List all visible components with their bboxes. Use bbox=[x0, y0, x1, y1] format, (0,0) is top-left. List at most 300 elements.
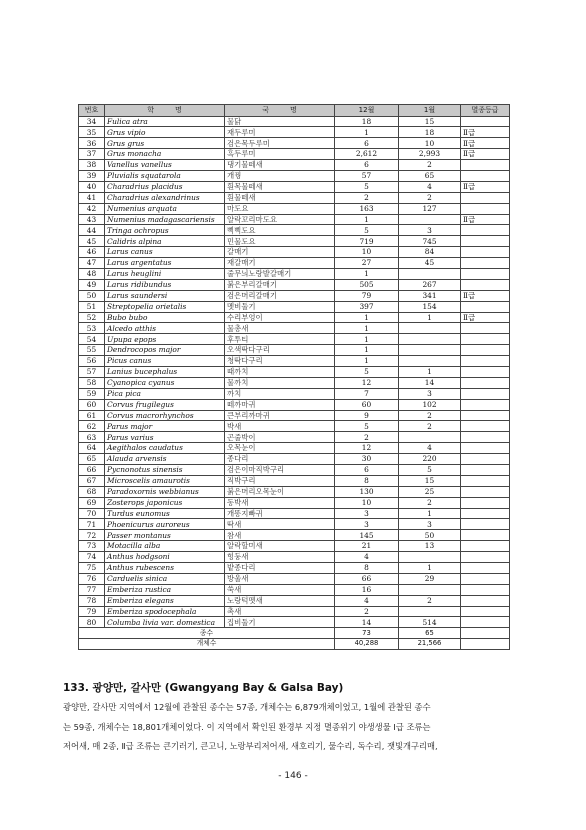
table-row bbox=[79, 214, 510, 225]
january-count: 13 bbox=[399, 541, 461, 552]
scientific-name: Larus saundersi bbox=[105, 290, 225, 301]
korean-name: 물총새 bbox=[225, 323, 335, 334]
january-count: 102 bbox=[399, 399, 461, 410]
korean-name: 재갈매기 bbox=[225, 258, 335, 269]
korean-name: 힝둥새 bbox=[225, 552, 335, 563]
row-number: 62 bbox=[79, 421, 105, 432]
korean-name: 까치 bbox=[225, 388, 335, 399]
korean-name: 오목눈이 bbox=[225, 443, 335, 454]
january-count: 2 bbox=[399, 595, 461, 606]
december-count: 3 bbox=[335, 519, 399, 530]
december-count: 1 bbox=[335, 214, 399, 225]
december-count: 1 bbox=[335, 345, 399, 356]
december-count: 30 bbox=[335, 454, 399, 465]
korean-name: 개꿩 bbox=[225, 170, 335, 181]
bird-survey-table bbox=[78, 104, 510, 650]
scientific-name: Numenius madagascariensis bbox=[105, 214, 225, 225]
table-row bbox=[79, 323, 510, 334]
scientific-name: Anthus hodgsoni bbox=[105, 552, 225, 563]
korean-name: 떼까마귀 bbox=[225, 399, 335, 410]
january-count bbox=[399, 214, 461, 225]
korean-name: 수리부엉이 bbox=[225, 312, 335, 323]
scientific-name: Carduelis sinica bbox=[105, 573, 225, 584]
december-count: 2 bbox=[335, 606, 399, 617]
row-number: 56 bbox=[79, 356, 105, 367]
header-scientific-name: 학 명 bbox=[105, 105, 225, 117]
korean-name: 때까치 bbox=[225, 366, 335, 377]
january-count: 25 bbox=[399, 486, 461, 497]
january-count: 220 bbox=[399, 454, 461, 465]
december-count: 27 bbox=[335, 258, 399, 269]
endangered-grade bbox=[461, 584, 510, 595]
endangered-grade bbox=[461, 247, 510, 258]
row-number: 41 bbox=[79, 192, 105, 203]
row-number: 53 bbox=[79, 323, 105, 334]
endangered-grade bbox=[461, 356, 510, 367]
row-number: 48 bbox=[79, 268, 105, 279]
korean-name: 노랑턱멧새 bbox=[225, 595, 335, 606]
scientific-name: Phoenicurus auroreus bbox=[105, 519, 225, 530]
january-count: 2,993 bbox=[399, 149, 461, 160]
january-count: 45 bbox=[399, 258, 461, 269]
table-body bbox=[79, 116, 510, 650]
row-number: 59 bbox=[79, 388, 105, 399]
january-count: 15 bbox=[399, 475, 461, 486]
scientific-name: Emberiza rustica bbox=[105, 584, 225, 595]
row-number: 52 bbox=[79, 312, 105, 323]
december-count: 16 bbox=[335, 584, 399, 595]
january-count: 1 bbox=[399, 312, 461, 323]
january-count bbox=[399, 552, 461, 563]
december-count: 145 bbox=[335, 530, 399, 541]
korean-name: 쑥새 bbox=[225, 584, 335, 595]
scientific-name: Alauda arvensis bbox=[105, 454, 225, 465]
endangered-grade bbox=[461, 475, 510, 486]
scientific-name: Grus grus bbox=[105, 138, 225, 149]
total-grade-empty bbox=[461, 639, 510, 650]
january-count bbox=[399, 584, 461, 595]
korean-name: 동박새 bbox=[225, 497, 335, 508]
table-row bbox=[79, 247, 510, 258]
paragraph-line: 저어새, 매 2종, Ⅱ급 조류는 큰기러기, 큰고니, 노랑부리저어새, 새호리기, 물수리, 독수리, 잿빛개구리매, bbox=[63, 741, 438, 751]
january-count bbox=[399, 606, 461, 617]
endangered-grade bbox=[461, 508, 510, 519]
korean-name: 붉은머리오목눈이 bbox=[225, 486, 335, 497]
december-count: 6 bbox=[335, 138, 399, 149]
january-count: 2 bbox=[399, 192, 461, 203]
endangered-grade bbox=[461, 258, 510, 269]
table-row bbox=[79, 410, 510, 421]
endangered-grade bbox=[461, 617, 510, 628]
december-count: 4 bbox=[335, 552, 399, 563]
december-count: 10 bbox=[335, 247, 399, 258]
row-number: 78 bbox=[79, 595, 105, 606]
endangered-grade bbox=[461, 486, 510, 497]
scientific-name: Tringa ochropus bbox=[105, 225, 225, 236]
january-count: 1 bbox=[399, 366, 461, 377]
table-row bbox=[79, 312, 510, 323]
scientific-name: Paradoxornis webbianus bbox=[105, 486, 225, 497]
endangered-grade bbox=[461, 563, 510, 574]
total-january: 21,566 bbox=[399, 639, 461, 650]
row-number: 42 bbox=[79, 203, 105, 214]
table-row bbox=[79, 475, 510, 486]
table-row bbox=[79, 606, 510, 617]
endangered-grade bbox=[461, 530, 510, 541]
endangered-grade bbox=[461, 454, 510, 465]
korean-name: 종다리 bbox=[225, 454, 335, 465]
scientific-name: Columba livia var. domestica bbox=[105, 617, 225, 628]
scientific-name: Anthus rubescens bbox=[105, 563, 225, 574]
korean-name: 멧비둘기 bbox=[225, 301, 335, 312]
endangered-grade bbox=[461, 519, 510, 530]
korean-name: 검은머리갈매기 bbox=[225, 290, 335, 301]
row-number: 75 bbox=[79, 563, 105, 574]
table-row bbox=[79, 279, 510, 290]
scientific-name: Lanius bucephalus bbox=[105, 366, 225, 377]
scientific-name: Passer montanus bbox=[105, 530, 225, 541]
table-row bbox=[79, 225, 510, 236]
row-number: 73 bbox=[79, 541, 105, 552]
table-row bbox=[79, 541, 510, 552]
endangered-grade bbox=[461, 497, 510, 508]
table-row bbox=[79, 138, 510, 149]
january-count: 4 bbox=[399, 443, 461, 454]
row-number: 54 bbox=[79, 334, 105, 345]
scientific-name: Fulica atra bbox=[105, 116, 225, 127]
endangered-grade bbox=[461, 541, 510, 552]
january-count bbox=[399, 334, 461, 345]
december-count: 2 bbox=[335, 192, 399, 203]
header-january: 1월 bbox=[399, 105, 461, 117]
row-number: 65 bbox=[79, 454, 105, 465]
january-count: 4 bbox=[399, 181, 461, 192]
january-count: 2 bbox=[399, 497, 461, 508]
korean-name: 오색딱다구리 bbox=[225, 345, 335, 356]
row-number: 79 bbox=[79, 606, 105, 617]
january-count: 514 bbox=[399, 617, 461, 628]
row-number: 58 bbox=[79, 377, 105, 388]
january-count bbox=[399, 345, 461, 356]
scientific-name: Turdus eunomus bbox=[105, 508, 225, 519]
january-count: 5 bbox=[399, 465, 461, 476]
table-row bbox=[79, 116, 510, 127]
scientific-name: Corvus frugilegus bbox=[105, 399, 225, 410]
total-grade-empty bbox=[461, 628, 510, 639]
table-row bbox=[79, 345, 510, 356]
january-count: 84 bbox=[399, 247, 461, 258]
korean-name: 댕기물떼새 bbox=[225, 160, 335, 171]
row-number: 72 bbox=[79, 530, 105, 541]
row-number: 67 bbox=[79, 475, 105, 486]
scientific-name: Upupa epops bbox=[105, 334, 225, 345]
december-count: 8 bbox=[335, 475, 399, 486]
december-count: 5 bbox=[335, 181, 399, 192]
january-count: 65 bbox=[399, 170, 461, 181]
table-row bbox=[79, 584, 510, 595]
january-count: 1 bbox=[399, 508, 461, 519]
scientific-name: Parus major bbox=[105, 421, 225, 432]
scientific-name: Corvus macrorhynchos bbox=[105, 410, 225, 421]
endangered-grade: Ⅱ급 bbox=[461, 138, 510, 149]
endangered-grade bbox=[461, 443, 510, 454]
scientific-name: Charadrius placidus bbox=[105, 181, 225, 192]
scientific-name: Larus ridibundus bbox=[105, 279, 225, 290]
endangered-grade: Ⅱ급 bbox=[461, 181, 510, 192]
endangered-grade bbox=[461, 160, 510, 171]
scientific-name: Grus monacha bbox=[105, 149, 225, 160]
total-row bbox=[79, 639, 510, 650]
row-number: 70 bbox=[79, 508, 105, 519]
korean-name: 딱새 bbox=[225, 519, 335, 530]
scientific-name: Streptopelia orietalis bbox=[105, 301, 225, 312]
row-number: 66 bbox=[79, 465, 105, 476]
endangered-grade bbox=[461, 301, 510, 312]
row-number: 50 bbox=[79, 290, 105, 301]
december-count: 9 bbox=[335, 410, 399, 421]
row-number: 38 bbox=[79, 160, 105, 171]
scientific-name: Dendrocopos major bbox=[105, 345, 225, 356]
endangered-grade bbox=[461, 377, 510, 388]
endangered-grade: Ⅱ급 bbox=[461, 312, 510, 323]
scientific-name: Microscelis amaurotis bbox=[105, 475, 225, 486]
january-count: 745 bbox=[399, 236, 461, 247]
december-count: 1 bbox=[335, 312, 399, 323]
endangered-grade bbox=[461, 606, 510, 617]
table-row bbox=[79, 301, 510, 312]
table-row bbox=[79, 160, 510, 171]
korean-name: 곤줄박이 bbox=[225, 432, 335, 443]
scientific-name: Emberiza spodocephala bbox=[105, 606, 225, 617]
row-number: 35 bbox=[79, 127, 105, 138]
scientific-name: Cyanopica cyanus bbox=[105, 377, 225, 388]
endangered-grade: Ⅱ급 bbox=[461, 149, 510, 160]
december-count: 7 bbox=[335, 388, 399, 399]
december-count: 719 bbox=[335, 236, 399, 247]
table-row bbox=[79, 149, 510, 160]
table-row bbox=[79, 236, 510, 247]
korean-name: 붉은부리갈매기 bbox=[225, 279, 335, 290]
january-count: 3 bbox=[399, 225, 461, 236]
header-december: 12월 bbox=[335, 105, 399, 117]
table-row bbox=[79, 465, 510, 476]
december-count: 4 bbox=[335, 595, 399, 606]
row-number: 60 bbox=[79, 399, 105, 410]
row-number: 45 bbox=[79, 236, 105, 247]
korean-name: 물닭 bbox=[225, 116, 335, 127]
korean-name: 줄무늬노랑발갈매기 bbox=[225, 268, 335, 279]
table-row bbox=[79, 170, 510, 181]
december-count: 6 bbox=[335, 160, 399, 171]
endangered-grade: Ⅱ급 bbox=[461, 127, 510, 138]
december-count: 5 bbox=[335, 421, 399, 432]
korean-name: 직박구리 bbox=[225, 475, 335, 486]
december-count: 1 bbox=[335, 356, 399, 367]
scientific-name: Charadrius alexandrinus bbox=[105, 192, 225, 203]
row-number: 46 bbox=[79, 247, 105, 258]
korean-name: 흰목물떼새 bbox=[225, 181, 335, 192]
endangered-grade bbox=[461, 595, 510, 606]
korean-name: 청딱다구리 bbox=[225, 356, 335, 367]
row-number: 43 bbox=[79, 214, 105, 225]
scientific-name: Pica pica bbox=[105, 388, 225, 399]
scientific-name: Numenius arquata bbox=[105, 203, 225, 214]
december-count: 1 bbox=[335, 334, 399, 345]
row-number: 71 bbox=[79, 519, 105, 530]
header-number: 번호 bbox=[79, 105, 105, 117]
table-row bbox=[79, 519, 510, 530]
total-row bbox=[79, 628, 510, 639]
january-count: 267 bbox=[399, 279, 461, 290]
korean-name: 재두루미 bbox=[225, 127, 335, 138]
total-january: 65 bbox=[399, 628, 461, 639]
row-number: 47 bbox=[79, 258, 105, 269]
scientific-name: Larus canus bbox=[105, 247, 225, 258]
december-count: 397 bbox=[335, 301, 399, 312]
table-row bbox=[79, 530, 510, 541]
endangered-grade bbox=[461, 573, 510, 584]
january-count: 15 bbox=[399, 116, 461, 127]
table-row bbox=[79, 181, 510, 192]
page-number: - 146 - bbox=[278, 771, 308, 781]
korean-name: 마도요 bbox=[225, 203, 335, 214]
december-count: 2 bbox=[335, 432, 399, 443]
december-count: 2,612 bbox=[335, 149, 399, 160]
korean-name: 흰물떼새 bbox=[225, 192, 335, 203]
scientific-name: Vanellus vanellus bbox=[105, 160, 225, 171]
scientific-name: Bubo bubo bbox=[105, 312, 225, 323]
row-number: 40 bbox=[79, 181, 105, 192]
december-count: 1 bbox=[335, 268, 399, 279]
january-count bbox=[399, 356, 461, 367]
table-row bbox=[79, 334, 510, 345]
endangered-grade bbox=[461, 192, 510, 203]
korean-name: 참새 bbox=[225, 530, 335, 541]
row-number: 57 bbox=[79, 366, 105, 377]
december-count: 14 bbox=[335, 617, 399, 628]
endangered-grade bbox=[461, 116, 510, 127]
row-number: 55 bbox=[79, 345, 105, 356]
table-row bbox=[79, 399, 510, 410]
korean-name: 알락할미새 bbox=[225, 541, 335, 552]
january-count bbox=[399, 432, 461, 443]
scientific-name: Grus vipio bbox=[105, 127, 225, 138]
row-number: 44 bbox=[79, 225, 105, 236]
total-december: 40,288 bbox=[335, 639, 399, 650]
table-row bbox=[79, 595, 510, 606]
row-number: 77 bbox=[79, 584, 105, 595]
endangered-grade bbox=[461, 410, 510, 421]
endangered-grade bbox=[461, 279, 510, 290]
row-number: 69 bbox=[79, 497, 105, 508]
row-number: 49 bbox=[79, 279, 105, 290]
december-count: 12 bbox=[335, 377, 399, 388]
december-count: 3 bbox=[335, 508, 399, 519]
december-count: 5 bbox=[335, 366, 399, 377]
january-count: 1 bbox=[399, 563, 461, 574]
row-number: 68 bbox=[79, 486, 105, 497]
december-count: 18 bbox=[335, 116, 399, 127]
table-row bbox=[79, 443, 510, 454]
table-row bbox=[79, 203, 510, 214]
table-row bbox=[79, 508, 510, 519]
december-count: 10 bbox=[335, 497, 399, 508]
scientific-name: Aegithalos caudatus bbox=[105, 443, 225, 454]
endangered-grade bbox=[461, 432, 510, 443]
endangered-grade bbox=[461, 388, 510, 399]
january-count: 154 bbox=[399, 301, 461, 312]
january-count: 14 bbox=[399, 377, 461, 388]
scientific-name: Zosterops japonicus bbox=[105, 497, 225, 508]
january-count: 127 bbox=[399, 203, 461, 214]
january-count: 2 bbox=[399, 410, 461, 421]
scientific-name: Picus canus bbox=[105, 356, 225, 367]
table-row bbox=[79, 268, 510, 279]
scientific-name: Alcedo atthis bbox=[105, 323, 225, 334]
endangered-grade bbox=[461, 552, 510, 563]
row-number: 76 bbox=[79, 573, 105, 584]
january-count: 10 bbox=[399, 138, 461, 149]
table-row bbox=[79, 486, 510, 497]
row-number: 80 bbox=[79, 617, 105, 628]
korean-name: 큰부리까마귀 bbox=[225, 410, 335, 421]
row-number: 37 bbox=[79, 149, 105, 160]
row-number: 64 bbox=[79, 443, 105, 454]
endangered-grade: Ⅱ급 bbox=[461, 290, 510, 301]
december-count: 6 bbox=[335, 465, 399, 476]
korean-name: 검은목두루미 bbox=[225, 138, 335, 149]
table-header-row bbox=[79, 105, 510, 117]
scientific-name: Pluvialis squatarola bbox=[105, 170, 225, 181]
december-count: 1 bbox=[335, 127, 399, 138]
january-count bbox=[399, 268, 461, 279]
table-row bbox=[79, 454, 510, 465]
endangered-grade bbox=[461, 399, 510, 410]
endangered-grade bbox=[461, 421, 510, 432]
endangered-grade bbox=[461, 268, 510, 279]
korean-name: 밭종다리 bbox=[225, 563, 335, 574]
scientific-name: Pycnonotus sinensis bbox=[105, 465, 225, 476]
january-count: 3 bbox=[399, 519, 461, 530]
december-count: 505 bbox=[335, 279, 399, 290]
december-count: 57 bbox=[335, 170, 399, 181]
scientific-name: Emberiza elegans bbox=[105, 595, 225, 606]
table-row bbox=[79, 432, 510, 443]
row-number: 74 bbox=[79, 552, 105, 563]
table-row bbox=[79, 388, 510, 399]
total-december: 73 bbox=[335, 628, 399, 639]
table-row bbox=[79, 617, 510, 628]
table-row bbox=[79, 258, 510, 269]
december-count: 79 bbox=[335, 290, 399, 301]
row-number: 51 bbox=[79, 301, 105, 312]
korean-name: 삑삑도요 bbox=[225, 225, 335, 236]
total-label: 종수 bbox=[79, 628, 335, 639]
january-count: 50 bbox=[399, 530, 461, 541]
january-count bbox=[399, 323, 461, 334]
december-count: 60 bbox=[335, 399, 399, 410]
table-row bbox=[79, 192, 510, 203]
table-row bbox=[79, 366, 510, 377]
row-number: 63 bbox=[79, 432, 105, 443]
december-count: 1 bbox=[335, 323, 399, 334]
table-row bbox=[79, 563, 510, 574]
endangered-grade bbox=[461, 345, 510, 356]
endangered-grade: Ⅱ급 bbox=[461, 214, 510, 225]
korean-name: 개똥지빠귀 bbox=[225, 508, 335, 519]
korean-name: 후투티 bbox=[225, 334, 335, 345]
table-row bbox=[79, 356, 510, 367]
